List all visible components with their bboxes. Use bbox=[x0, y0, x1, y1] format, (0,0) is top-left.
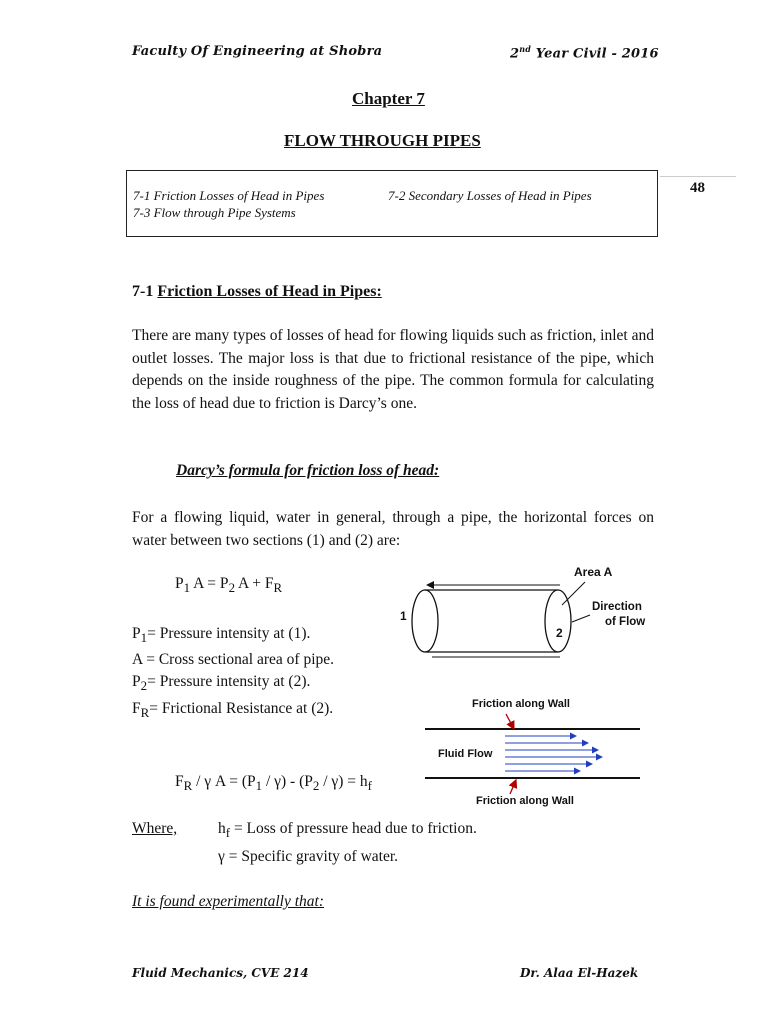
section-1-label: 1 bbox=[400, 609, 407, 623]
def-fr-sub: R bbox=[140, 705, 150, 721]
def-fr-text: = Frictional Resistance at (2). bbox=[149, 700, 334, 717]
eq1-sub-1: 1 bbox=[183, 580, 191, 596]
darcy-heading: Darcy’s formula for friction loss of head: bbox=[176, 462, 440, 479]
eq1-end: A + F bbox=[235, 575, 274, 592]
fluid-flow-label: Fluid Flow bbox=[438, 748, 493, 760]
footer-right: Dr. Alaa El-Hazek bbox=[520, 966, 639, 980]
header-left: Faculty Of Engineering at Shobra bbox=[132, 44, 383, 59]
def-a: A = Cross sectional area of pipe. bbox=[132, 651, 335, 668]
flow-arrows bbox=[505, 736, 602, 771]
where-label: Where, bbox=[132, 820, 178, 837]
area-label: Area A bbox=[574, 565, 613, 579]
eq2-s0: R bbox=[183, 778, 193, 794]
eq2-s3: f bbox=[367, 778, 372, 794]
def-p2-text: = Pressure intensity at (2). bbox=[147, 673, 311, 690]
equation-1 bbox=[175, 575, 282, 596]
experimental-heading: It is found experimentally that: bbox=[132, 893, 324, 910]
hf-text: = Loss of pressure head due to friction. bbox=[230, 820, 477, 837]
header-year-text: Year Civil - 2016 bbox=[535, 46, 659, 62]
def-p1-text: = Pressure intensity at (1). bbox=[147, 625, 311, 642]
header-year-sup: nd bbox=[519, 44, 532, 54]
page-title: FLOW THROUGH PIPES bbox=[284, 131, 481, 150]
def-p2-sym: P bbox=[132, 673, 141, 690]
eq1-mid: A = P bbox=[190, 575, 229, 592]
eq1-p: P bbox=[175, 575, 184, 592]
of-flow-label: of Flow bbox=[605, 616, 646, 628]
header-year-number: 2 bbox=[510, 46, 520, 62]
forces-paragraph: For a flowing liquid, water in general, through a pipe, the horizontal forces on water between two sections (1) and (2) are: bbox=[132, 509, 654, 549]
hf-sym: h bbox=[218, 820, 226, 837]
equation-2 bbox=[175, 773, 372, 794]
toc-item-2: 7-2 Secondary Losses of Head in Pipes bbox=[388, 188, 592, 203]
def-fr bbox=[132, 700, 333, 721]
where-hf bbox=[218, 820, 477, 841]
def-p2 bbox=[132, 673, 310, 694]
section-2-label: 2 bbox=[556, 626, 563, 640]
friction-arrow-bottom bbox=[510, 780, 516, 794]
direction-label: Direction bbox=[592, 601, 642, 613]
direction-pointer bbox=[572, 615, 590, 622]
pipe-left-end bbox=[412, 590, 438, 652]
def-p1 bbox=[132, 625, 310, 646]
section-number: 7-1 bbox=[132, 283, 154, 300]
friction-top-label: Friction along Wall bbox=[472, 698, 570, 710]
footer-left: Fluid Mechanics, CVE 214 bbox=[132, 966, 309, 980]
eq2-s2: 2 bbox=[312, 778, 320, 794]
eq2-p1: / γ A = (P bbox=[192, 773, 256, 790]
eq2-p3: / γ) = h bbox=[319, 773, 368, 790]
def-p1-sub: 1 bbox=[140, 630, 148, 646]
eq1-sub-2: 2 bbox=[228, 580, 236, 596]
toc-item-3: 7-3 Flow through Pipe Systems bbox=[133, 205, 296, 220]
def-fr-sym: F bbox=[132, 700, 141, 717]
friction-bottom-label: Friction along Wall bbox=[476, 795, 574, 807]
area-pointer bbox=[562, 582, 585, 605]
hf-sub: f bbox=[225, 825, 231, 841]
def-p1-sym: P bbox=[132, 625, 141, 642]
page-number: 48 bbox=[690, 180, 705, 196]
section-heading bbox=[132, 283, 382, 301]
section-title: Friction Losses of Head in Pipes: bbox=[157, 283, 382, 300]
eq2-p0: F bbox=[175, 773, 184, 790]
friction-arrow-top bbox=[506, 714, 514, 729]
header-right bbox=[510, 44, 659, 61]
where-gamma: γ = Specific gravity of water. bbox=[218, 848, 399, 865]
toc-item-1: 7-1 Friction Losses of Head in Pipes bbox=[133, 188, 325, 203]
chapter-title: Chapter 7 bbox=[352, 89, 425, 108]
page-number-rule bbox=[660, 176, 736, 177]
intro-paragraph: There are many types of losses of head for flowing liquids such as friction, inlet and outlet losses. The major loss is that due to frictional resistance of the pipe, which depends on the inside roughness of the pipe. The common formula for calculating the loss of head due to friction is Darcy’s one. bbox=[132, 327, 654, 412]
def-p2-sub: 2 bbox=[140, 678, 148, 694]
eq1-sub-r: R bbox=[273, 580, 283, 596]
eq2-p2: / γ) - (P bbox=[262, 773, 313, 790]
eq2-s1: 1 bbox=[255, 778, 263, 794]
